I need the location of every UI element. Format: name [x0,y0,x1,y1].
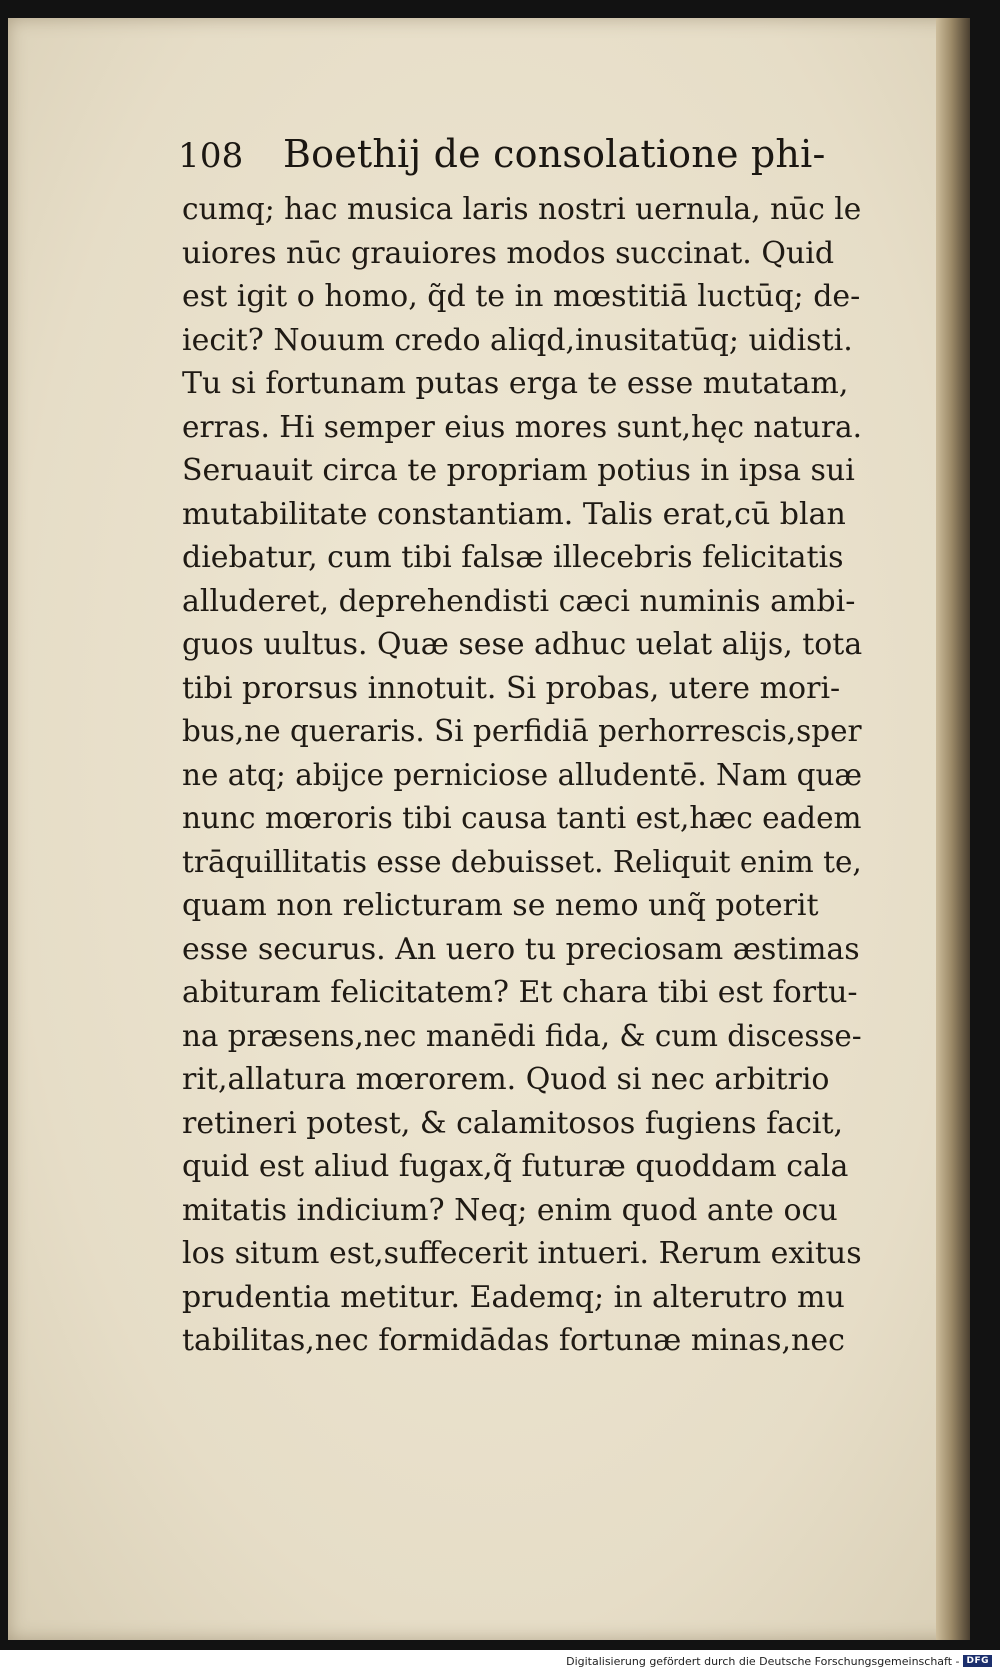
text-line: rit,allatura mœrorem. Quod si nec arbitrio [182,1062,830,1097]
text-line: est igit o homo, q̃d te in mœstitiā luctūq; de- [182,279,861,314]
text-line: mitatis indicium? Neq; enim quod ante ocu [182,1192,838,1228]
text-line: tibi prorsus innotuit. Si probas, utere mori- [182,670,841,706]
dfg-logo: DFG [963,1655,992,1667]
text-line: Tu si fortunam putas erga te esse mutatam, [182,366,849,401]
text-line: abituram felicitatem? Et chara tibi est fortu- [182,975,858,1010]
text-line: bus,ne queraris. Si perfidiā perhorrescis,sper [182,714,862,749]
page-number: 108 [178,136,244,176]
text-line: mutabilitate constantiam. Talis erat,cū blan [182,496,846,532]
text-line: los situm est,suffecerit intueri. Rerum exitus [182,1236,862,1271]
text-line: trāquillitatis esse debuisset. Reliquit enim te, [182,844,862,880]
running-head: Boethij de consolatione phi- [283,132,826,176]
text-line: nunc mœroris tibi causa tanti est,hæc eadem [182,801,862,836]
text-line: Seruauit circa te propriam potius in ipsa sui [182,453,855,488]
text-line: guos uultus. Quæ sese adhuc uelat alijs, tota [182,627,863,662]
text-line: cumq; hac musica laris nostri uernula, nūc le [182,192,862,227]
text-line: erras. Hi semper eius mores sunt,hęc natura. [182,409,862,445]
page-header [178,128,908,188]
text-line: iecit? Nouum credo aliqd,inusitatūq; uidisti. [182,322,853,358]
text-line: tabilitas,nec formidādas fortunæ minas,nec [182,1323,845,1358]
text-line: ne atq; abijce perniciose alludentē. Nam quæ [182,757,863,793]
text-line: prudentia metitur. Eademq; in alterutro mu [182,1279,845,1315]
book-binding-edge [936,18,970,1640]
text-line: diebatur, cum tibi falsæ illecebris felicitatis [182,540,844,575]
text-line: uiores nūc grauiores modos succinat. Quid [182,235,835,271]
credit-text: Digitalisierung gefördert durch die Deutsche Forschungsgemeinschaft - [566,1654,960,1668]
text-line: na præsens,nec manēdi fida, & cum discesse- [182,1018,862,1054]
text-line: esse securus. An uero tu preciosam æstimas [182,931,860,967]
text-line: alluderet, deprehendisti cæci numinis ambi- [182,583,856,619]
digitization-credit [566,1653,992,1669]
text-line: quid est aliud fugax,q̃ futuræ quoddam cala [182,1149,849,1184]
body-text [182,188,862,1363]
text-line: retineri potest, & calamitosos fugiens facit, [182,1105,844,1141]
text-line: quam non relicturam se nemo unq̃ poterit [182,888,819,923]
